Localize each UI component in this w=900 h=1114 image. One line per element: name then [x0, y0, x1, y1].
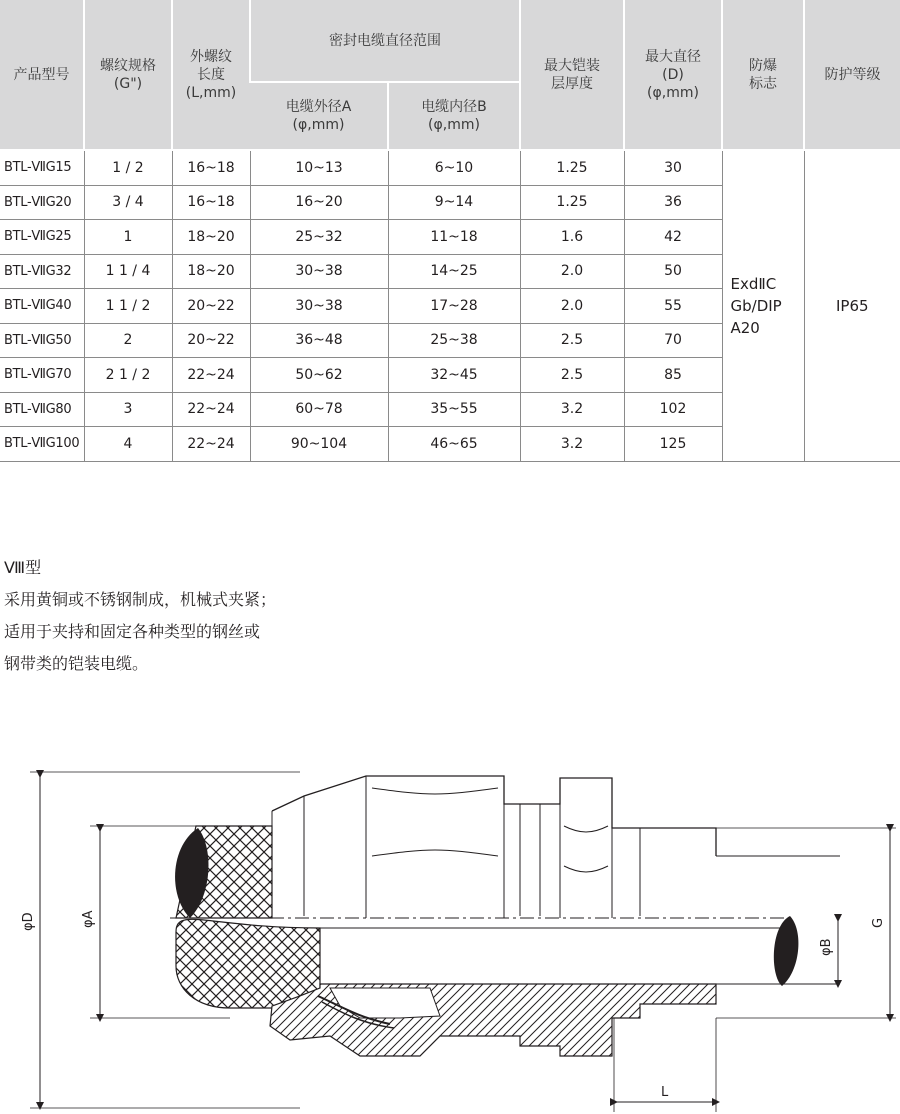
cell-model: BTL-ⅦG32 — [0, 254, 84, 289]
body-outline-upper — [272, 776, 716, 856]
cell-thread: 3 / 4 — [84, 185, 172, 220]
cell-dmax: 102 — [624, 392, 722, 427]
cell-thread: 2 1 / 2 — [84, 358, 172, 393]
header-ext-thread-length: 外螺纹 长度 (L,mm) — [172, 0, 250, 150]
type-title: Ⅷ型 — [4, 558, 42, 577]
cell-model: BTL-ⅦG40 — [0, 289, 84, 324]
cell-armor: 2.0 — [520, 289, 624, 324]
label-phi-a: φA — [81, 910, 96, 928]
cell-dmax: 70 — [624, 323, 722, 358]
table-row — [0, 150, 900, 185]
cell-armor: 2.5 — [520, 358, 624, 393]
cell-outer: 90~104 — [250, 427, 388, 462]
cell-thread: 4 — [84, 427, 172, 462]
cell-thread: 1 1 / 2 — [84, 289, 172, 324]
cell-outer: 50~62 — [250, 358, 388, 393]
cell-length: 18~20 — [172, 254, 250, 289]
cell-armor: 1.25 — [520, 150, 624, 185]
cell-inner: 25~38 — [388, 323, 520, 358]
cell-model: BTL-ⅦG20 — [0, 185, 84, 220]
description-line-2: 适用于夹持和固定各种类型的钢丝或 — [4, 622, 261, 641]
cell-dmax: 125 — [624, 427, 722, 462]
cell-model: BTL-ⅦG50 — [0, 323, 84, 358]
cell-thread: 3 — [84, 392, 172, 427]
header-explosion-mark: 防爆 标志 — [722, 0, 804, 150]
cell-inner: 11~18 — [388, 220, 520, 255]
header-thread-spec: 螺纹规格 (G") — [84, 0, 172, 150]
header-armor-thickness: 最大铠装 层厚度 — [520, 0, 624, 150]
cell-dmax: 85 — [624, 358, 722, 393]
braid-lower — [176, 919, 320, 1008]
product-description — [4, 552, 276, 680]
cell-inner: 17~28 — [388, 289, 520, 324]
nut-hex-lines — [366, 776, 504, 918]
cell-outer: 25~32 — [250, 220, 388, 255]
cell-protection-level: IP65 — [804, 150, 900, 461]
cell-length: 20~22 — [172, 323, 250, 358]
cell-inner: 35~55 — [388, 392, 520, 427]
cell-outer: 30~38 — [250, 254, 388, 289]
header-inner-diameter: 电缆内径B (φ,mm) — [388, 82, 520, 150]
cell-outer: 10~13 — [250, 150, 388, 185]
inner-cable-end — [774, 916, 799, 986]
cell-length: 22~24 — [172, 392, 250, 427]
cell-length: 16~18 — [172, 185, 250, 220]
cell-armor: 2.5 — [520, 323, 624, 358]
cell-armor: 1.6 — [520, 220, 624, 255]
cell-inner: 6~10 — [388, 150, 520, 185]
cell-length: 22~24 — [172, 427, 250, 462]
header-outer-diameter: 电缆外径A (φ,mm) — [250, 82, 388, 150]
header-protection-level: 防护等级 — [804, 0, 900, 150]
cell-dmax: 30 — [624, 150, 722, 185]
cell-thread: 1 — [84, 220, 172, 255]
cell-length: 20~22 — [172, 289, 250, 324]
cell-inner: 9~14 — [388, 185, 520, 220]
label-l: L — [661, 1085, 669, 1100]
header-max-diameter: 最大直径 (D) (φ,mm) — [624, 0, 722, 150]
label-phi-d: φD — [21, 912, 36, 931]
cell-dmax: 36 — [624, 185, 722, 220]
cell-outer: 16~20 — [250, 185, 388, 220]
header-model: 产品型号 — [0, 0, 84, 150]
cell-dmax: 50 — [624, 254, 722, 289]
cell-inner: 32~45 — [388, 358, 520, 393]
cell-thread: 2 — [84, 323, 172, 358]
cable-gland-diagram — [0, 756, 900, 1114]
cell-outer: 36~48 — [250, 323, 388, 358]
cell-inner: 14~25 — [388, 254, 520, 289]
spec-table — [0, 0, 900, 462]
cell-armor: 1.25 — [520, 185, 624, 220]
label-g: G — [871, 917, 886, 928]
header-seal-range: 密封电缆直径范围 — [250, 0, 520, 82]
cell-outer: 30~38 — [250, 289, 388, 324]
cell-armor: 3.2 — [520, 427, 624, 462]
cell-model: BTL-ⅦG25 — [0, 220, 84, 255]
cell-dmax: 55 — [624, 289, 722, 324]
label-phi-b: φB — [819, 938, 834, 956]
description-line-1: 采用黄铜或不锈钢制成，机械式夹紧； — [4, 590, 277, 609]
cell-model: BTL-ⅦG15 — [0, 150, 84, 185]
cell-explosion-mark: ExdⅡC Gb/DIP A20 — [722, 150, 804, 461]
cell-thread: 1 / 2 — [84, 150, 172, 185]
cell-model: BTL-ⅦG80 — [0, 392, 84, 427]
description-line-3: 钢带类的铠装电缆。 — [4, 654, 149, 673]
cell-inner: 46~65 — [388, 427, 520, 462]
cell-model: BTL-ⅦG100 — [0, 427, 84, 462]
cell-thread: 1 1 / 4 — [84, 254, 172, 289]
cell-dmax: 42 — [624, 220, 722, 255]
cell-length: 18~20 — [172, 220, 250, 255]
cell-armor: 3.2 — [520, 392, 624, 427]
body-vertical-lines — [272, 796, 716, 916]
cell-armor: 2.0 — [520, 254, 624, 289]
cell-length: 16~18 — [172, 150, 250, 185]
locknut-hex-lines — [560, 778, 612, 918]
cell-outer: 60~78 — [250, 392, 388, 427]
cell-model: BTL-ⅦG70 — [0, 358, 84, 393]
cell-length: 22~24 — [172, 358, 250, 393]
inner-cable-lines — [320, 856, 840, 984]
